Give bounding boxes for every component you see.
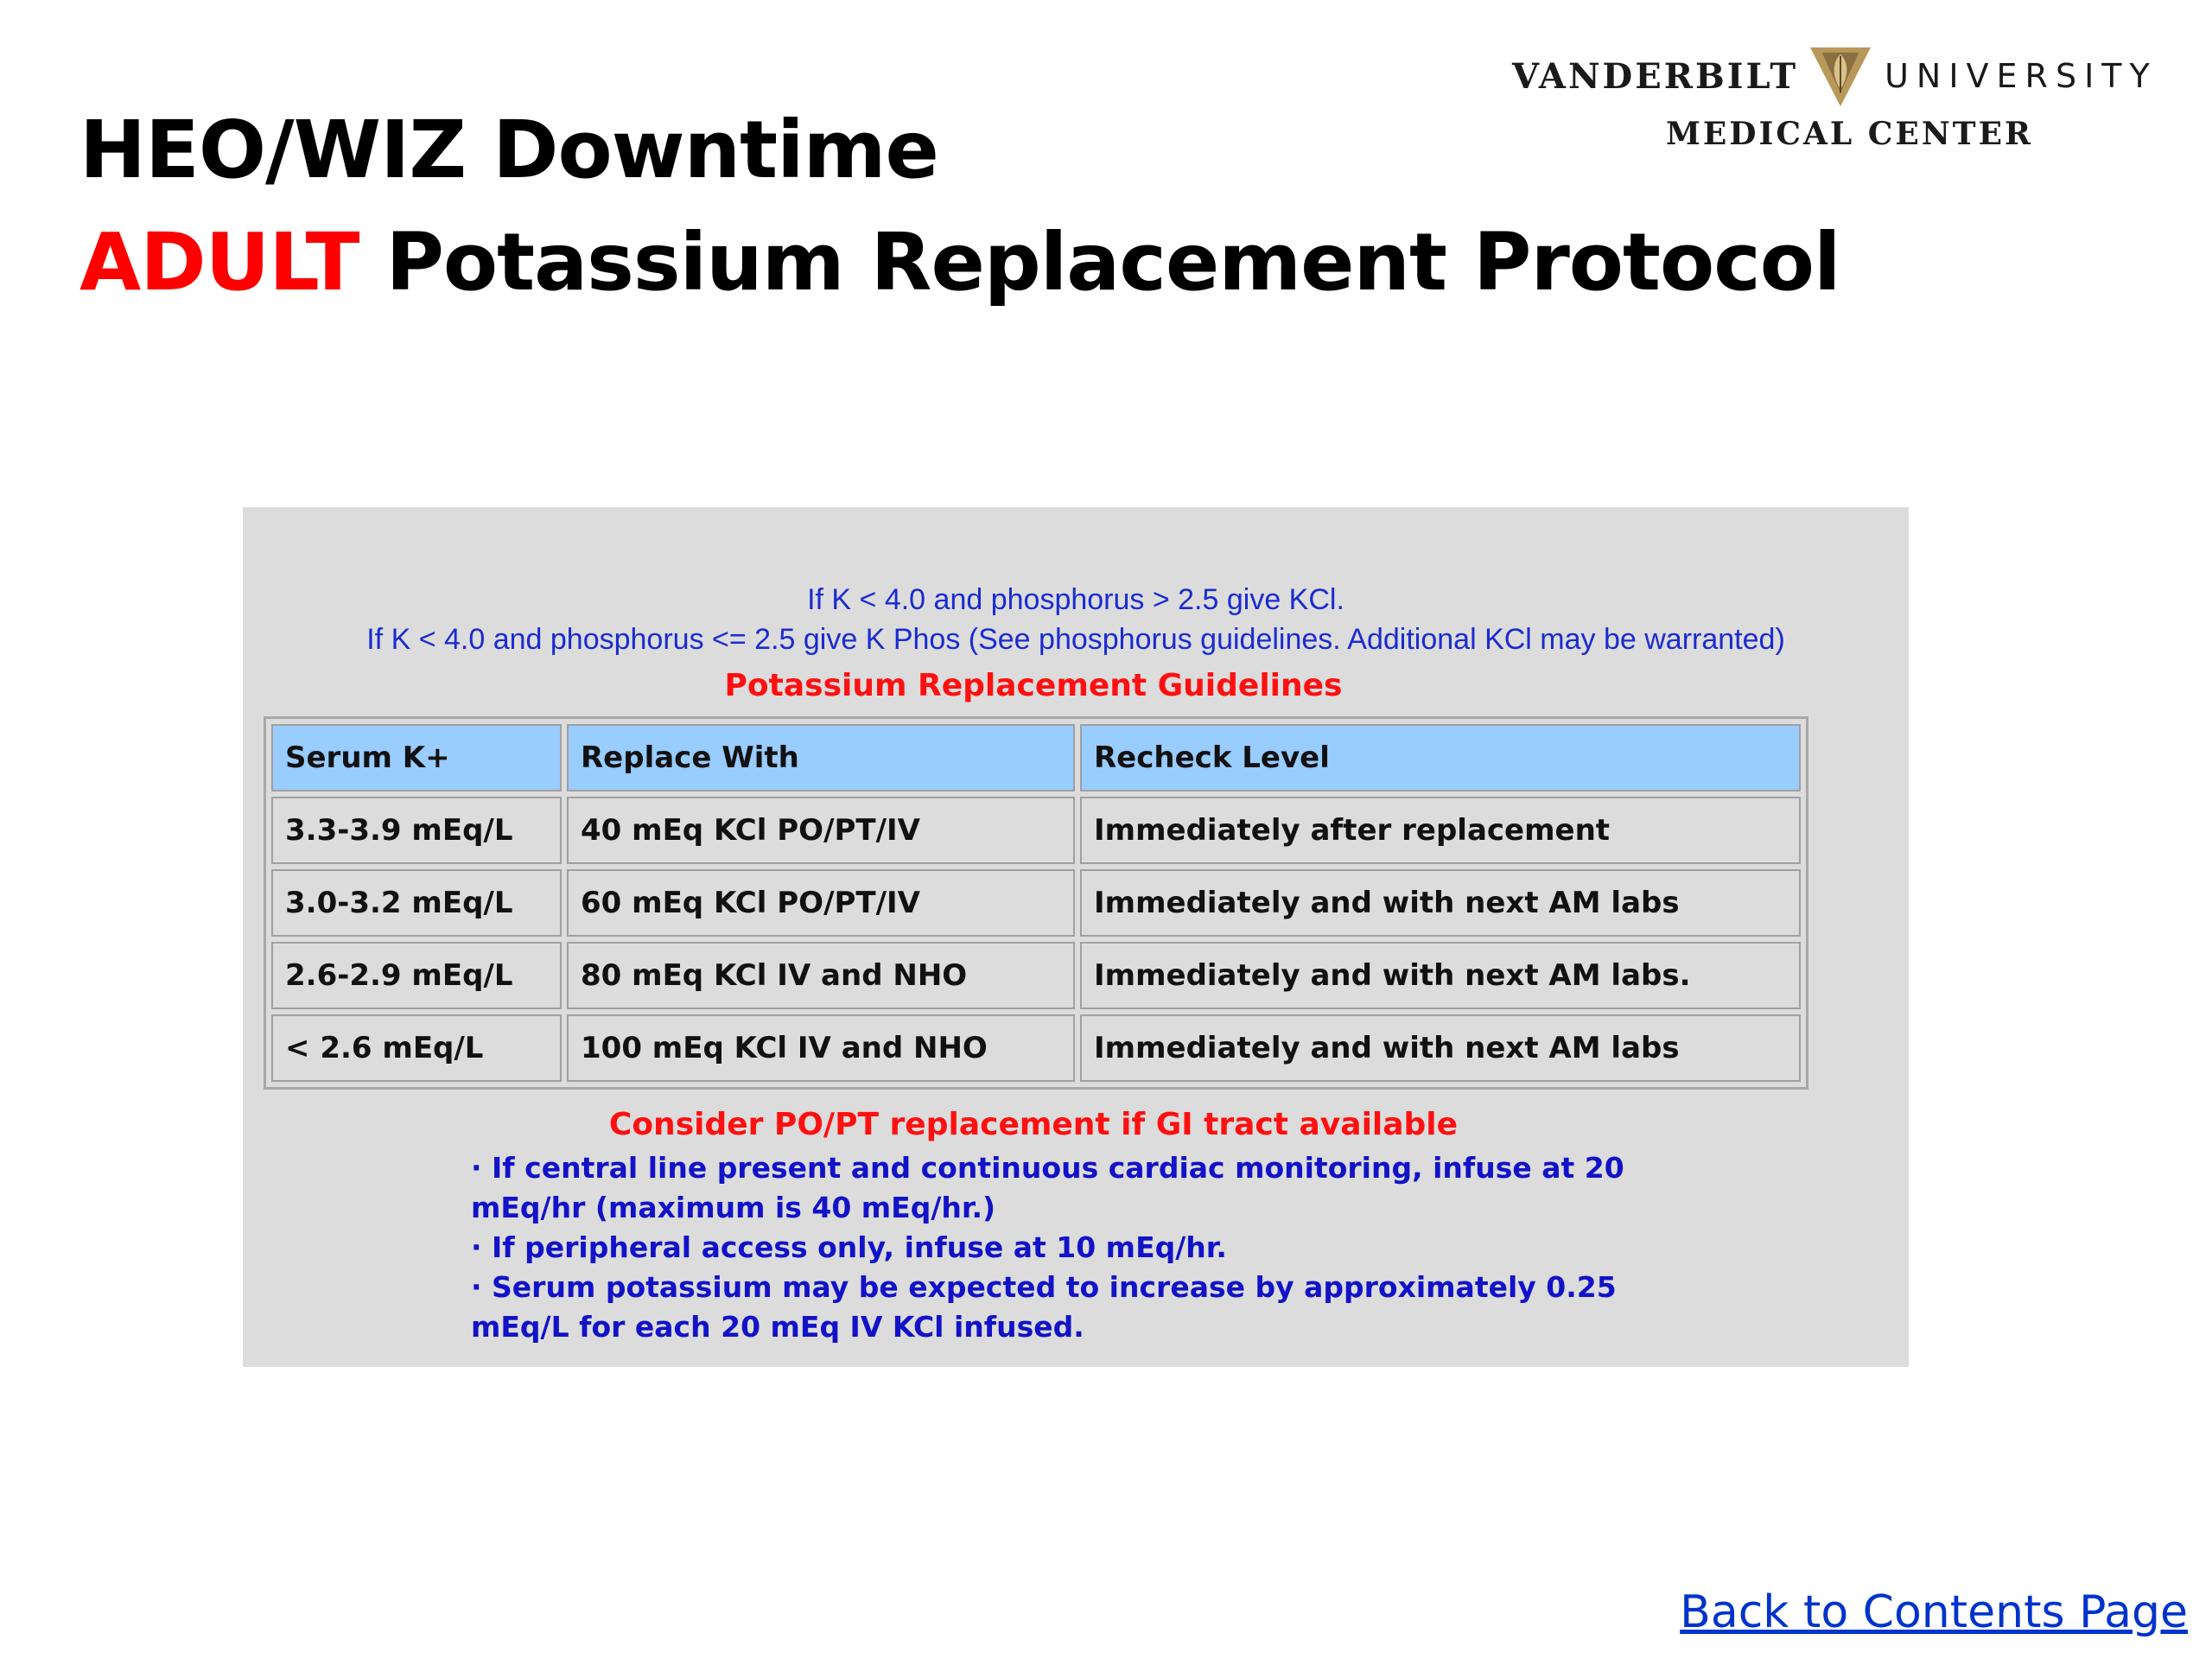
info-line-kphos: If K < 4.0 and phosphorus <= 2.5 give K Phos (See phosphorus guidelines. Additional KCl may be warranted) <box>366 623 1785 656</box>
table-row <box>271 1014 1801 1082</box>
logo-wordmark <box>1512 41 2158 111</box>
table-header-row <box>271 724 1801 791</box>
consider-po-pt-note: Consider PO/PT replacement if GI tract available <box>608 1107 1459 1142</box>
logo-word-vanderbilt: VANDERBILT <box>1512 55 1799 97</box>
guidelines-title: Potassium Replacement Guidelines <box>724 668 1343 703</box>
table-row <box>271 942 1801 1009</box>
note-line: · If central line present and continuous cardiac monitoring, infuse at 20 <box>471 1151 1624 1185</box>
cell-serum-k: < 2.6 mEq/L <box>271 1014 562 1082</box>
oak-leaf-v-icon <box>1807 42 1874 110</box>
subtitle-rest: Potassium Replacement Protocol <box>359 216 1840 308</box>
logo-subtitle: MEDICAL CENTER <box>1666 116 2033 152</box>
cell-serum-k: 3.0-3.2 mEq/L <box>271 869 562 937</box>
cell-serum-k: 3.3-3.9 mEq/L <box>271 797 562 864</box>
note-line: mEq/L for each 20 mEq IV KCl infused. <box>471 1310 1084 1344</box>
back-to-contents-link[interactable]: Back to Contents Page <box>1680 1586 2188 1638</box>
logo-word-university: UNIVERSITY <box>1885 57 2158 95</box>
header-recheck-level: Recheck Level <box>1080 724 1801 791</box>
protocol-panel <box>243 507 1909 1367</box>
cell-replace-with: 60 mEq KCl PO/PT/IV <box>567 869 1075 937</box>
page-title: HEO/WIZ Downtime <box>79 104 938 196</box>
cell-recheck-level: Immediately and with next AM labs <box>1080 869 1801 937</box>
cell-replace-with: 80 mEq KCl IV and NHO <box>567 942 1075 1009</box>
cell-replace-with: 40 mEq KCl PO/PT/IV <box>567 797 1075 864</box>
page-subtitle <box>79 216 1840 308</box>
note-line: · If peripheral access only, infuse at 10 mEq/hr. <box>471 1230 1227 1264</box>
header-replace-with: Replace With <box>567 724 1075 791</box>
info-line-kcl: If K < 4.0 and phosphorus > 2.5 give KCl. <box>807 583 1344 616</box>
subtitle-accent-word: ADULT <box>79 216 359 308</box>
note-line: mEq/hr (maximum is 40 mEq/hr.) <box>471 1191 996 1224</box>
note-line: · Serum potassium may be expected to increase by approximately 0.25 <box>471 1270 1617 1304</box>
table-row <box>271 869 1801 937</box>
cell-recheck-level: Immediately after replacement <box>1080 797 1801 864</box>
cell-recheck-level: Immediately and with next AM labs. <box>1080 942 1801 1009</box>
cell-replace-with: 100 mEq KCl IV and NHO <box>567 1014 1075 1082</box>
replacement-table <box>264 716 1808 1090</box>
cell-serum-k: 2.6-2.9 mEq/L <box>271 942 562 1009</box>
table-row <box>271 797 1801 864</box>
header-serum-k: Serum K+ <box>271 724 562 791</box>
infusion-notes <box>471 1148 1624 1347</box>
vanderbilt-logo <box>1512 33 2158 162</box>
cell-recheck-level: Immediately and with next AM labs <box>1080 1014 1801 1082</box>
